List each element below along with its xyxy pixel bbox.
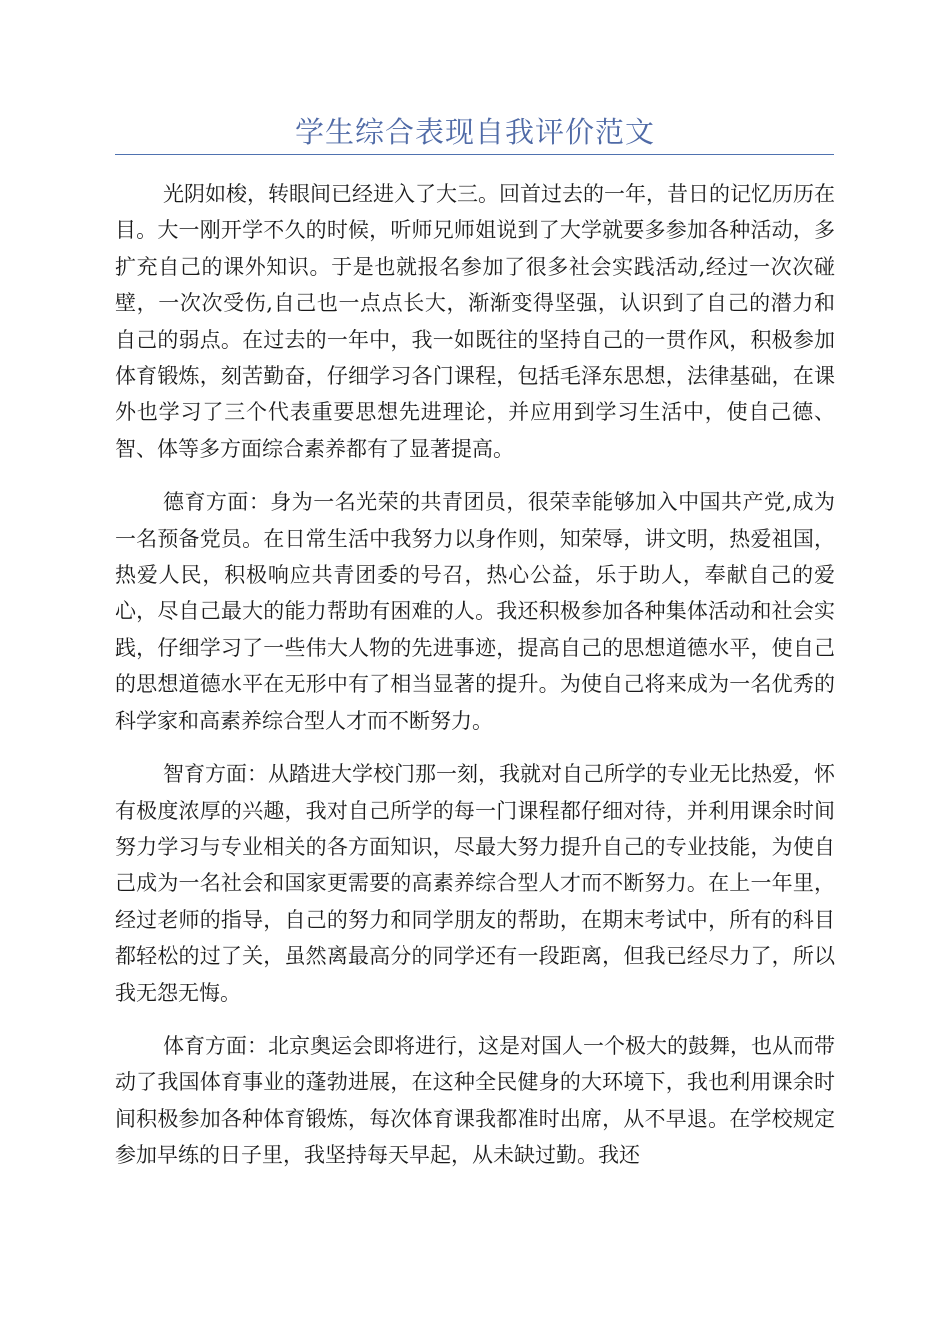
paragraph-physical-education: 体育方面：北京奥运会即将进行，这是对国人一个极大的鼓舞，也从而带动了我国体育事业的蓬勃进展，在这种全民健身的大环境下，我也利用课余时间积极参加各种体育锻炼，每次体育课我都准时出席，从不早退。在学校规定参加早练的日子里，我坚持每天早起，从未缺过勤。我还 <box>115 1033 835 1168</box>
paragraph-moral-education: 德育方面：身为一名光荣的共青团员，很荣幸能够加入中国共产党,成为一名预备党员。在日常生活中我努力以身作则，知荣辱，讲文明，热爱祖国，热爱人民，积极响应共青团委的号召，热心公益，乐于助人，奉献自己的爱心，尽自己最大的能力帮助有困难的人。我还积极参加各种集体活动和社会实践，仔细学习了一些伟大人物的先进事迹，提高自己的思想道德水平，使自己的思想道德水平在无形中有了相当显著的提升。为使自己将来成为一名优秀的科学家和高素养综合型人才而不断努力。 <box>115 490 835 733</box>
document-body <box>115 176 835 1191</box>
paragraph-intellectual-education: 智育方面：从踏进大学校门那一刻，我就对自己所学的专业无比热爱，怀有极度浓厚的兴趣，我对自己所学的每一门课程都仔细对待，并利用课余时间努力学习与专业相关的各方面知识，尽最大努力提升自己的专业技能，为使自己成为一名社会和国家更需要的高素养综合型人才而不断努力。在上一年里，经过老师的指导，自己的努力和同学朋友的帮助，在期末考试中，所有的科目都轻松的过了关，虽然离最高分的同学还有一段距离，但我已经尽力了，所以我无怨无悔。 <box>115 762 835 1005</box>
title-underline <box>115 154 834 155</box>
paragraph-intro: 光阴如梭，转眼间已经进入了大三。回首过去的一年，昔日的记忆历历在目。大一刚开学不久的时候，听师兄师姐说到了大学就要多参加各种活动，多扩充自己的课外知识。于是也就报名参加了很多社会实践活动,经过一次次碰壁，一次次受伤,自己也一点点长大，渐渐变得坚强，认识到了自己的潜力和自己的弱点。在过去的一年中，我一如既往的坚持自己的一贯作风，积极参加体育锻炼，刻苦勤奋，仔细学习各门课程，包括毛泽东思想，法律基础，在课外也学习了三个代表重要思想先进理论，并应用到学习生活中，使自己德、智、体等多方面综合素养都有了显著提高。 <box>115 182 835 461</box>
document-title: 学生综合表现自我评价范文 <box>294 115 655 149</box>
